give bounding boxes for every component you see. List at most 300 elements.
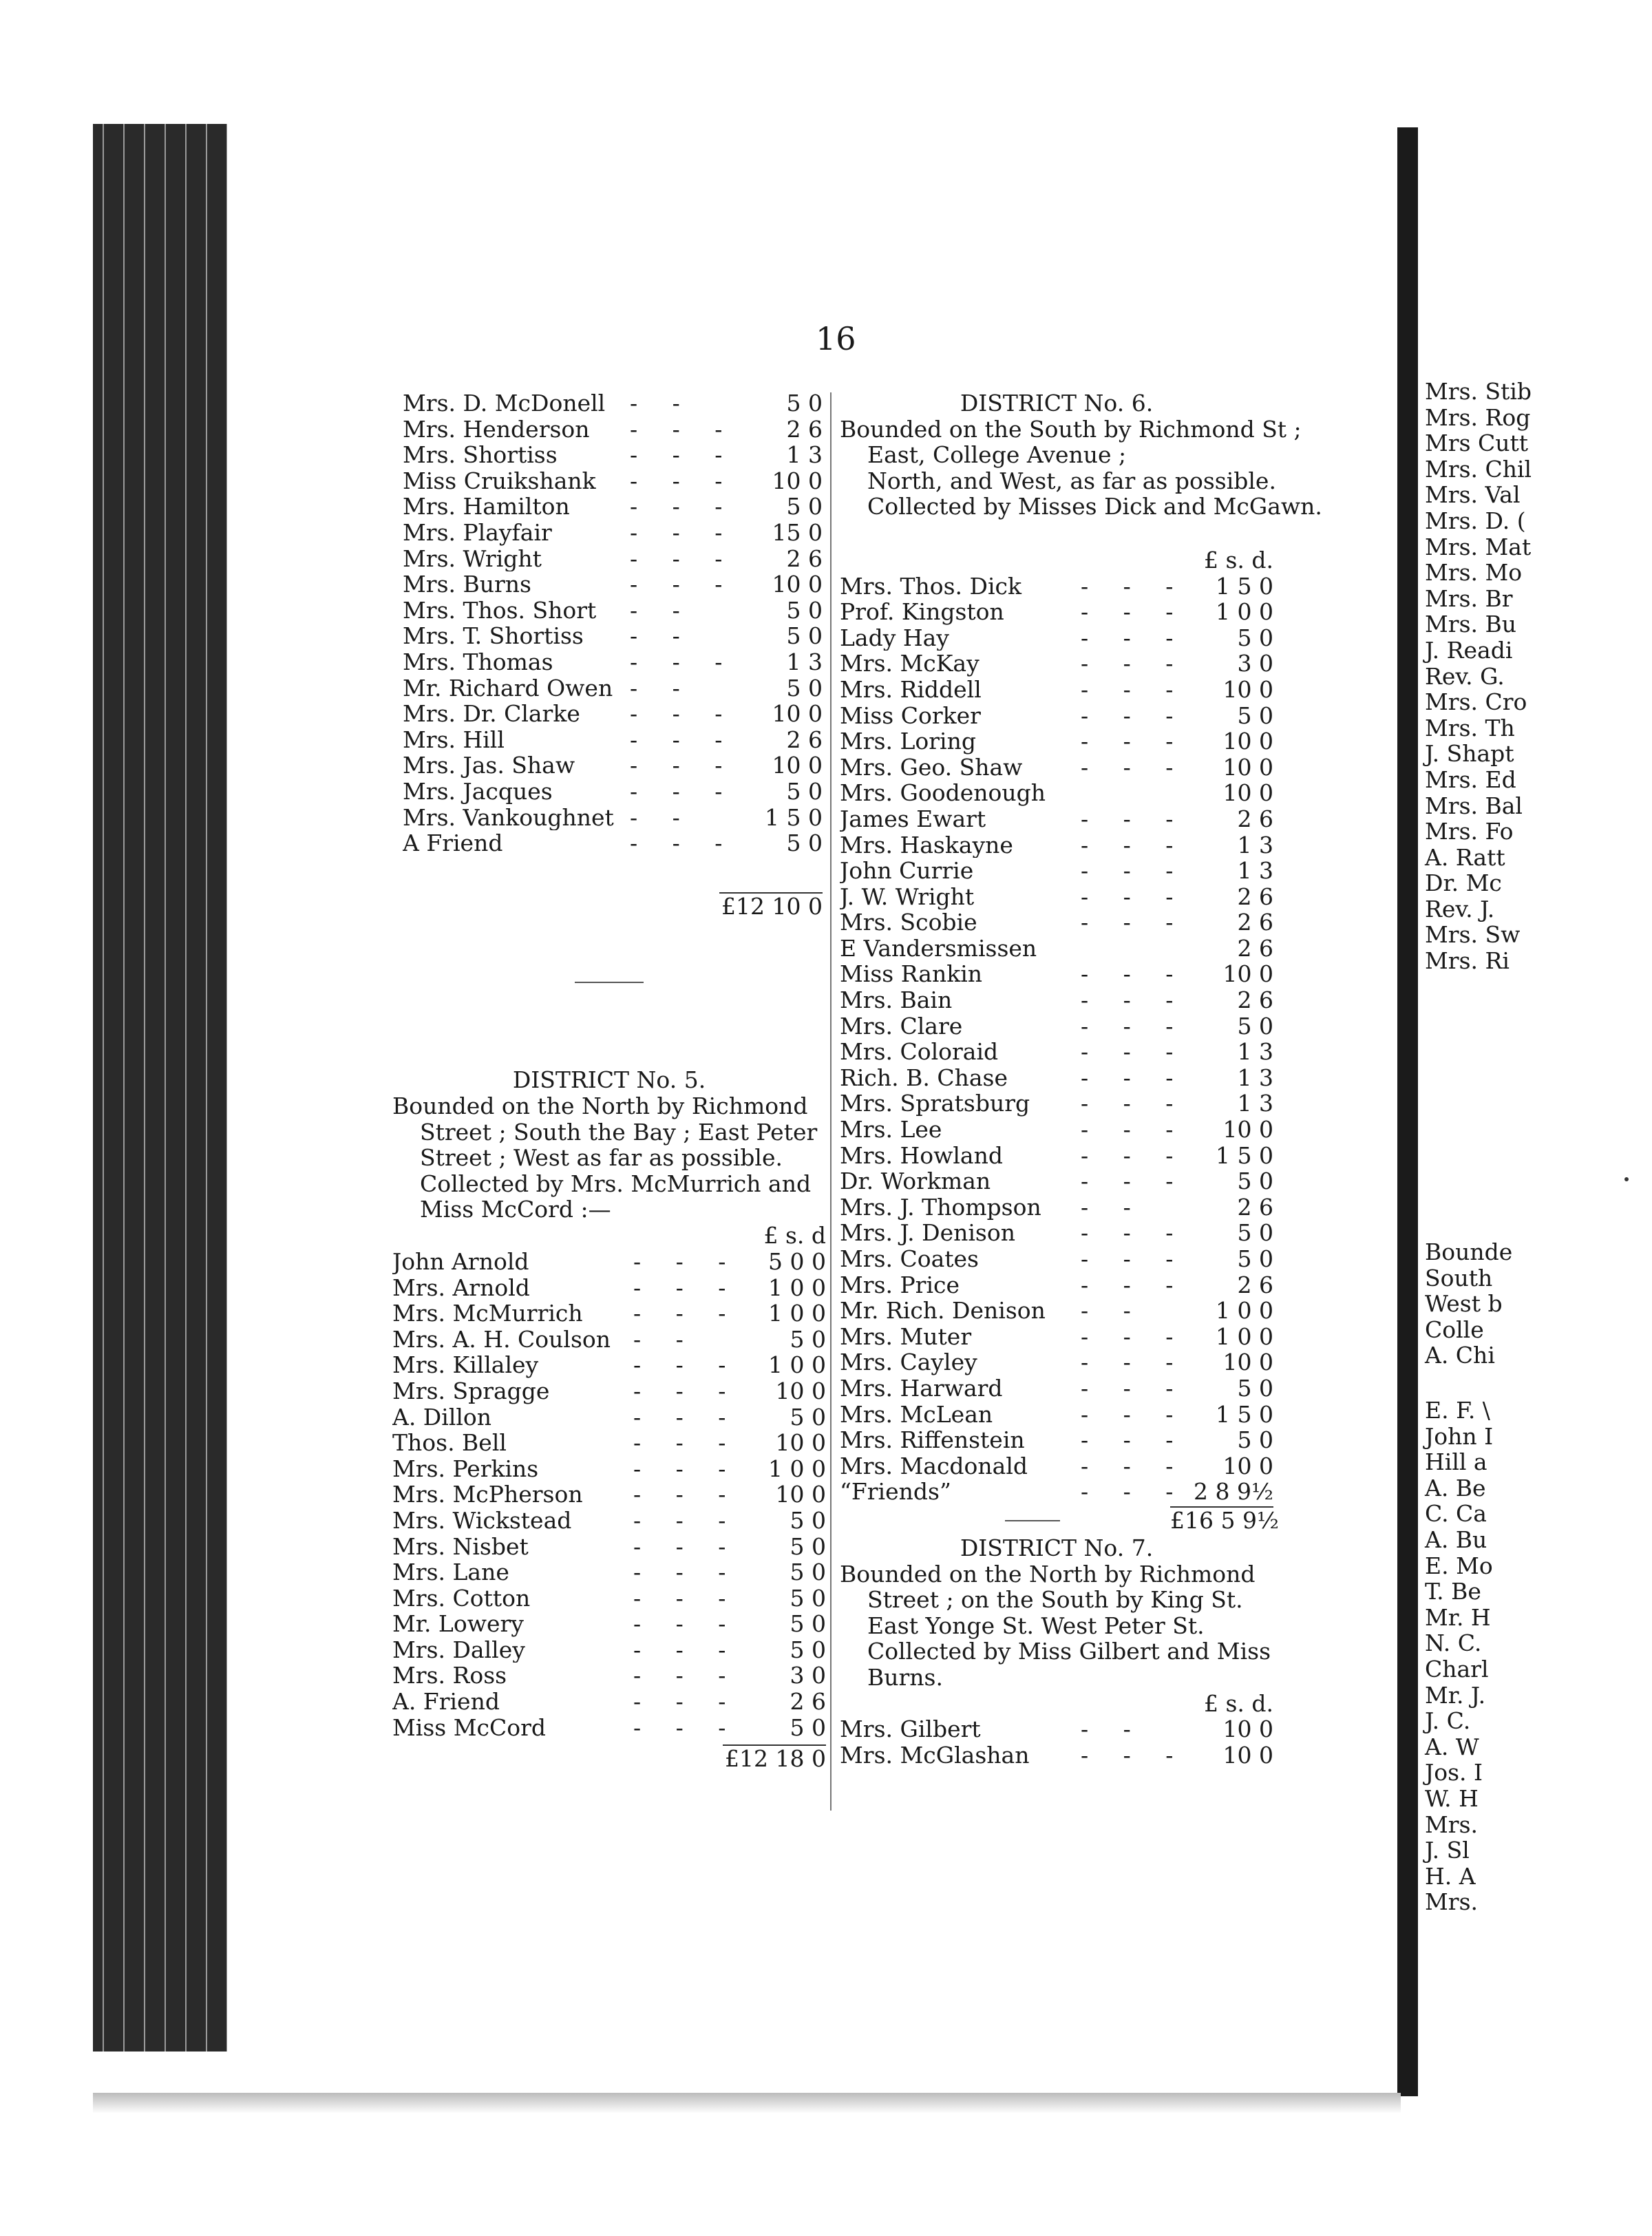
district-7-row xyxy=(840,1716,1273,1742)
next-page-list-bottom xyxy=(1425,1398,1493,1915)
next-page-line: J. Readi xyxy=(1425,636,1513,664)
district-6-row xyxy=(840,1039,1273,1065)
district-6-amount: 2 6 xyxy=(1237,1193,1273,1221)
district-5-dashes: - - - xyxy=(633,1532,740,1560)
district-5-amount: 5 0 xyxy=(790,1403,826,1431)
col1-dashes: - - xyxy=(630,596,694,624)
next-page-line: Mrs. Ed xyxy=(1425,766,1516,793)
district-6-amount: 5 0 xyxy=(1237,1426,1273,1454)
district-7-amount: 10 0 xyxy=(1222,1741,1273,1769)
page-shadow xyxy=(93,2093,1401,2113)
col1-amount: 5 0 xyxy=(786,390,823,416)
district-5-row xyxy=(392,1559,826,1585)
col1-amount: 10 0 xyxy=(772,752,823,779)
next-page-line: E. Mo xyxy=(1425,1552,1493,1579)
district-5-dashes: - - - xyxy=(633,1429,740,1457)
district-5-dashes: - - xyxy=(633,1325,697,1353)
col1-amount: 5 0 xyxy=(786,674,823,702)
col1-dashes: - - - xyxy=(630,441,737,469)
district-6-name: Rich. B. Chase xyxy=(840,1064,1008,1091)
district-5-name: Mrs. McPherson xyxy=(392,1481,583,1508)
district-7-header: £ s. d. xyxy=(1203,1689,1273,1717)
district-6-row xyxy=(840,1324,1273,1350)
col1-row xyxy=(403,546,823,572)
col1-row xyxy=(403,468,823,494)
district-6-row xyxy=(840,1194,1273,1221)
col1-row xyxy=(403,675,823,702)
district-6-row xyxy=(840,728,1273,755)
district-7-dashes: - - xyxy=(1081,1716,1145,1743)
district-6-name: James Ewart xyxy=(840,805,986,832)
col1-row xyxy=(403,727,823,753)
district-6-name: “Friends” xyxy=(840,1479,951,1505)
district-5-amount: 5 0 0 xyxy=(768,1247,826,1275)
col1-row xyxy=(403,442,823,468)
district-6-amount: 2 6 xyxy=(1237,934,1273,962)
district-5-amount: 3 0 xyxy=(790,1662,826,1689)
district-6-name: Miss Corker xyxy=(840,702,981,729)
district-5-row xyxy=(392,1249,826,1275)
district-5-amount: 2 6 xyxy=(790,1688,826,1716)
col1-name: Mrs. D. McDonell xyxy=(403,390,606,416)
district-6-desc-line: Bounded on the South by Richmond St ; xyxy=(840,415,1302,443)
next-page-district-text xyxy=(1425,1239,1512,1369)
next-page-line: J. C. xyxy=(1425,1707,1471,1735)
col1-dashes: - - - xyxy=(630,467,737,494)
next-page-line: Mrs. Fo xyxy=(1425,818,1514,845)
col1-name: Mrs. Jas. Shaw xyxy=(403,752,575,779)
district-6-name: Miss Rankin xyxy=(840,961,983,988)
district-6-row xyxy=(840,625,1273,651)
district-6-amount: 1 3 xyxy=(1237,857,1273,885)
district-6-amount: 1 0 0 xyxy=(1216,598,1273,626)
col1-name: Mrs. Henderson xyxy=(403,416,590,443)
district-6-row xyxy=(840,858,1273,884)
district-6-dashes: - - - xyxy=(1081,883,1187,910)
district-6-amount: 1 5 0 xyxy=(1216,1141,1273,1169)
col1-dashes: - - - xyxy=(630,545,737,572)
district-6-dashes: - - - xyxy=(1081,831,1187,858)
district-6-amount: 1 3 xyxy=(1237,1064,1273,1091)
district-5-name: Mrs. Wickstead xyxy=(392,1507,572,1534)
district-5-dashes: - - - xyxy=(633,1247,740,1275)
district-6-row xyxy=(840,755,1273,781)
district-6-dashes: - - - xyxy=(1081,1245,1187,1272)
district-6-amount: 10 0 xyxy=(1222,728,1273,755)
district-6-desc-line: Collected by Misses Dick and McGawn. xyxy=(867,493,1322,520)
district-5-name: Mrs. McMurrich xyxy=(392,1300,583,1327)
district-5-amount: 5 0 xyxy=(790,1532,826,1560)
ink-dot xyxy=(1624,1177,1629,1181)
district-6-dashes: - - - xyxy=(1081,1400,1187,1428)
district-5-dashes: - - - xyxy=(633,1662,740,1689)
district-6-name: Mrs. Harward xyxy=(840,1375,1003,1402)
district-5-name: Mrs. A. H. Coulson xyxy=(392,1326,611,1353)
district-5-row xyxy=(392,1404,826,1431)
district-5-name: A. Dillon xyxy=(392,1404,492,1431)
district-5-row xyxy=(392,1663,826,1689)
district-6-row xyxy=(840,573,1273,600)
district-5-row xyxy=(392,1275,826,1301)
district-6-row xyxy=(840,1453,1273,1479)
district-6-header: £ s. d. xyxy=(1203,546,1273,573)
col1-name: Mrs. Thomas xyxy=(403,648,553,675)
district-6-name: Mrs. J. Denison xyxy=(840,1220,1015,1246)
district-6-amount: 2 6 xyxy=(1237,883,1273,910)
col1-amount: 5 0 xyxy=(786,622,823,650)
district-6-name: Dr. Workman xyxy=(840,1168,991,1194)
next-page-line: Dr. Mc xyxy=(1425,869,1502,897)
district-7-description xyxy=(840,1561,1273,1691)
col1-name: Mrs. Dr. Clarke xyxy=(403,701,580,727)
district-5-name: Mr. Lowery xyxy=(392,1611,524,1637)
col1-name: Mrs. Burns xyxy=(403,571,531,598)
district-6-amount: 1 3 xyxy=(1237,1090,1273,1117)
next-page-line: Mrs. Ri xyxy=(1425,947,1510,975)
column-left-continued xyxy=(403,390,823,856)
col1-total: £12 10 0 xyxy=(721,893,823,920)
district-7-row xyxy=(840,1742,1273,1769)
section-divider xyxy=(575,982,644,983)
district-5-name: Mrs. Arnold xyxy=(392,1274,530,1301)
next-page-list-top xyxy=(1425,379,1532,974)
district-6-dashes: - - - xyxy=(1081,1012,1187,1040)
next-page-line: Mrs. Cro xyxy=(1425,688,1527,716)
district-7-desc-line: Collected by Miss Gilbert and Miss xyxy=(867,1638,1271,1665)
district-6-row xyxy=(840,1272,1273,1298)
district-6-amount: 5 0 xyxy=(1237,1245,1273,1272)
next-page-line: A. Be xyxy=(1425,1474,1486,1501)
district-5-list xyxy=(392,1249,826,1740)
page-number: 16 xyxy=(816,320,856,357)
district-5-row xyxy=(392,1689,826,1715)
district-6-dashes: - - - xyxy=(1081,1478,1187,1506)
district-5-name: Mrs. Perkins xyxy=(392,1455,539,1482)
next-page-line: Mrs. Val xyxy=(1425,481,1521,509)
district-6-row xyxy=(840,703,1273,729)
district-6-row xyxy=(840,936,1273,962)
district-6-amount: 1 3 xyxy=(1237,831,1273,858)
district-6-dashes: - - - xyxy=(1081,987,1187,1014)
col1-dashes: - - xyxy=(630,674,694,702)
district-7-name: Mrs. Gilbert xyxy=(840,1716,981,1742)
district-6-row xyxy=(840,1246,1273,1272)
district-5-row xyxy=(392,1534,826,1560)
col1-name: Mrs. Jacques xyxy=(403,778,553,805)
district-6-description xyxy=(840,415,1322,520)
district-6-name: Mrs. Macdonald xyxy=(840,1453,1028,1479)
next-page-line: Mrs. Stib xyxy=(1425,378,1532,405)
district-6-amount: 1 0 0 xyxy=(1216,1322,1273,1350)
district-6-name: Mrs. Price xyxy=(840,1272,960,1298)
district-5-amount: 5 0 xyxy=(790,1636,826,1663)
district-5-desc-line: Street ; West as far as possible. xyxy=(420,1144,783,1172)
district-6-dashes: - - - xyxy=(1081,1038,1187,1066)
district-6-dashes: - - - xyxy=(1081,675,1187,703)
district-7-list xyxy=(840,1716,1273,1768)
district-6-dashes: - - - xyxy=(1081,1452,1187,1479)
district-5-total: £12 18 0 xyxy=(725,1745,826,1773)
district-6-amount: 2 6 xyxy=(1237,1271,1273,1298)
district-6-amount: 5 0 xyxy=(1237,1374,1273,1402)
district-6-dashes: - - - xyxy=(1081,1219,1187,1247)
district-6-amount: 5 0 xyxy=(1237,624,1273,651)
district-6-dashes: - - - xyxy=(1081,805,1187,832)
next-page-line: Mrs. Mo xyxy=(1425,559,1523,587)
district-5-dashes: - - - xyxy=(633,1584,740,1612)
district-6-row xyxy=(840,1349,1273,1375)
district-5-row xyxy=(392,1611,826,1637)
district-6-amount: 3 0 xyxy=(1237,650,1273,677)
next-page-line: A. Chi xyxy=(1425,1342,1495,1369)
district-6-dashes: - - - xyxy=(1081,728,1187,755)
district-6-row xyxy=(840,987,1273,1013)
col1-amount: 2 6 xyxy=(786,726,823,753)
col1-amount: 2 6 xyxy=(786,545,823,572)
district-5-name: Mrs. Lane xyxy=(392,1559,509,1585)
district-6-dashes: - - - xyxy=(1081,1090,1187,1117)
district-6-dashes: - - - xyxy=(1081,572,1187,600)
district-6-amount: 1 5 0 xyxy=(1216,572,1273,600)
district-5-name: Thos. Bell xyxy=(392,1430,507,1456)
col1-dashes: - - - xyxy=(630,415,737,443)
district-6-dashes: - - - xyxy=(1081,1349,1187,1376)
col1-row xyxy=(403,598,823,624)
next-page-line: Mrs. Sw xyxy=(1425,921,1521,949)
district-5-row xyxy=(392,1456,826,1482)
district-6-row xyxy=(840,1427,1273,1453)
col1-name: Mr. Richard Owen xyxy=(403,675,613,702)
district-6-name: Mrs. Coates xyxy=(840,1246,979,1272)
district-5-name: John Arnold xyxy=(392,1248,529,1275)
district-6-dashes: - - xyxy=(1081,1297,1145,1325)
col1-dashes: - - - xyxy=(630,648,737,675)
district-7-desc-line: East Yonge St. West Peter St. xyxy=(867,1612,1205,1639)
next-page-line: Mrs. Rog xyxy=(1425,403,1531,431)
col1-row xyxy=(403,701,823,727)
col1-row xyxy=(403,571,823,598)
col1-amount: 2 6 xyxy=(786,415,823,443)
district-6-title: DISTRICT No. 6. xyxy=(960,390,1154,416)
district-6-name: J. W. Wright xyxy=(840,883,975,910)
district-6-row xyxy=(840,1168,1273,1194)
district-5-dashes: - - - xyxy=(633,1274,740,1301)
col1-dashes: - - - xyxy=(630,571,737,598)
district-6-desc-line: North, and West, as far as possible. xyxy=(867,467,1276,494)
col1-dashes: - - xyxy=(630,390,694,416)
district-5-dashes: - - - xyxy=(633,1481,740,1508)
district-6-name: Mrs. Riddell xyxy=(840,676,982,703)
district-5-amount: 1 0 0 xyxy=(768,1455,826,1482)
district-6-row xyxy=(840,677,1273,703)
district-6-row xyxy=(840,961,1273,987)
district-6-name: E Vandersmissen xyxy=(840,935,1037,962)
district-6-amount: 2 6 xyxy=(1237,805,1273,832)
next-page-line: Mr. J. xyxy=(1425,1681,1486,1709)
district-6-dashes: - - - xyxy=(1081,1141,1187,1169)
district-6-amount: 10 0 xyxy=(1222,753,1273,781)
next-page-line: Jos. I xyxy=(1425,1759,1483,1786)
next-page-line: N. C. xyxy=(1425,1629,1482,1657)
district-5-desc-line: Bounded on the North by Richmond xyxy=(392,1093,808,1119)
district-6-name: Mrs. Thos. Dick xyxy=(840,573,1022,600)
district-6-row xyxy=(840,884,1273,910)
district-6-row xyxy=(840,909,1273,936)
district-5-description xyxy=(392,1093,826,1223)
col1-row xyxy=(403,623,823,649)
col1-amount: 5 0 xyxy=(786,493,823,520)
next-page-line: Mrs. xyxy=(1425,1811,1478,1838)
col1-amount: 5 0 xyxy=(786,777,823,805)
district-6-dashes: - - - xyxy=(1081,624,1187,651)
background-left xyxy=(0,0,93,2236)
district-7-desc-line: Street ; on the South by King St. xyxy=(867,1586,1243,1614)
col1-row xyxy=(403,494,823,520)
district-5-dashes: - - - xyxy=(633,1559,740,1586)
col1-amount: 1 3 xyxy=(786,441,823,469)
district-6 xyxy=(840,390,1322,1769)
district-5-dashes: - - - xyxy=(633,1506,740,1534)
next-page-line: Mrs. D. ( xyxy=(1425,507,1526,534)
col1-name: Mrs. Hamilton xyxy=(403,494,570,520)
district-6-dashes: - - - xyxy=(1081,1426,1187,1454)
district-5-name: Mrs. Nisbet xyxy=(392,1533,529,1560)
district-7-amount: 10 0 xyxy=(1222,1716,1273,1743)
district-6-name: Mrs. Bain xyxy=(840,987,953,1013)
col1-row xyxy=(403,830,823,856)
next-page-line: J. Sl xyxy=(1425,1837,1470,1864)
next-page-line: Mrs. Bal xyxy=(1425,792,1523,819)
district-6-amount: 2 6 xyxy=(1237,987,1273,1014)
next-page-line: J. Shapt xyxy=(1425,740,1514,768)
col1-dashes: - - xyxy=(630,622,694,650)
next-page-line: Rev. J. xyxy=(1425,895,1495,922)
district-6-amount: 1 5 0 xyxy=(1216,1400,1273,1428)
district-6-amount: 2 6 xyxy=(1237,909,1273,936)
district-6-name: Mrs. Muter xyxy=(840,1323,972,1350)
district-6-desc-line: East, College Avenue ; xyxy=(867,441,1127,469)
district-6-row xyxy=(840,806,1273,832)
col1-total-block xyxy=(403,892,823,922)
district-6-amount: 10 0 xyxy=(1222,960,1273,988)
district-5-amount: 1 0 0 xyxy=(768,1300,826,1327)
district-6-row xyxy=(840,1479,1273,1505)
district-5-row xyxy=(392,1300,826,1327)
district-6-row xyxy=(840,1065,1273,1091)
district-6-dashes: - - - xyxy=(1081,702,1187,729)
col1-dashes: - - - xyxy=(630,726,737,753)
next-page-line: Mrs. Br xyxy=(1425,584,1513,612)
col1-dashes: - - - xyxy=(630,493,737,520)
district-6-row xyxy=(840,1013,1273,1040)
district-6-dashes: - - - xyxy=(1081,1168,1187,1195)
district-6-name: Mrs. Lee xyxy=(840,1117,942,1143)
district-6-dashes: - - - xyxy=(1081,960,1187,988)
district-5-dashes: - - - xyxy=(633,1713,740,1741)
district-6-dashes: - - - xyxy=(1081,857,1187,885)
next-page-line: Mrs. Chil xyxy=(1425,455,1532,483)
col1-name: Mrs. T. Shortiss xyxy=(403,623,584,649)
col1-name: Mrs. Vankoughnet xyxy=(403,804,614,831)
col1-row xyxy=(403,779,823,805)
district-5-desc-line: Miss McCord :— xyxy=(420,1196,611,1223)
district-6-name: Mrs. Loring xyxy=(840,728,976,755)
district-6-name: Lady Hay xyxy=(840,624,949,651)
district-6-amount: 5 0 xyxy=(1237,1219,1273,1247)
district-6-amount: 5 0 xyxy=(1237,702,1273,729)
district-6-row xyxy=(840,832,1273,858)
book-gutter xyxy=(1397,127,1418,2096)
district-5-name: Mrs. Ross xyxy=(392,1663,507,1689)
district-6-row xyxy=(840,1375,1273,1402)
col1-name: Mrs. Playfair xyxy=(403,519,552,546)
next-page-line: Mrs. Bu xyxy=(1425,611,1516,638)
district-5-row xyxy=(392,1352,826,1378)
district-5-amount: 1 0 0 xyxy=(768,1351,826,1379)
district-6-name: Mrs. Scobie xyxy=(840,909,977,936)
district-6-row xyxy=(840,1117,1273,1143)
district-5-row xyxy=(392,1430,826,1456)
district-6-row xyxy=(840,599,1273,625)
district-6-name: Mrs. Howland xyxy=(840,1142,1003,1169)
district-7-name: Mrs. McGlashan xyxy=(840,1742,1030,1769)
district-7-desc-line: Burns. xyxy=(867,1663,943,1691)
district-5-dashes: - - - xyxy=(633,1351,740,1379)
district-6-amount: 10 0 xyxy=(1222,1452,1273,1479)
next-page-line: Mr. H xyxy=(1425,1603,1491,1631)
col1-name: Miss Cruikshank xyxy=(403,467,596,494)
district-6-name: Mrs. Spratsburg xyxy=(840,1090,1030,1117)
district-5-dashes: - - - xyxy=(633,1636,740,1663)
next-page-line: Mrs. Mat xyxy=(1425,533,1532,560)
district-5-amount: 5 0 xyxy=(790,1325,826,1353)
district-5-row xyxy=(392,1481,826,1508)
district-6-amount: 2 8 9½ xyxy=(1194,1478,1273,1506)
district-6-amount: 10 0 xyxy=(1222,1116,1273,1143)
district-6-row xyxy=(840,1143,1273,1169)
district-5-row xyxy=(392,1378,826,1404)
district-6-row xyxy=(840,1402,1273,1428)
district-5-amount: 5 0 xyxy=(790,1559,826,1586)
district-6-name: Mrs. Goodenough xyxy=(840,780,1046,806)
col1-name: Mrs. Shortiss xyxy=(403,442,558,468)
col1-name: A Friend xyxy=(403,830,503,856)
col1-dashes: - - - xyxy=(630,777,737,805)
col1-amount: 10 0 xyxy=(772,467,823,494)
district-5-title: DISTRICT No. 5. xyxy=(512,1066,706,1093)
col1-row xyxy=(403,752,823,779)
next-page-line: Hill a xyxy=(1425,1448,1487,1476)
district-5-dashes: - - - xyxy=(633,1300,740,1327)
district-6-dashes: - - - xyxy=(1081,1322,1187,1350)
next-page-line: A. Ratt xyxy=(1425,843,1505,871)
district-7-dashes: - - - xyxy=(1081,1741,1187,1769)
col1-row xyxy=(403,390,823,416)
col1-row xyxy=(403,520,823,546)
district-6-row xyxy=(840,1090,1273,1117)
district-5-amount: 10 0 xyxy=(775,1429,826,1457)
district-6-row xyxy=(840,651,1273,677)
district-6-row xyxy=(840,1220,1273,1246)
col1-amount: 1 3 xyxy=(786,648,823,675)
district-5-row xyxy=(392,1327,826,1353)
col1-amount: 10 0 xyxy=(772,700,823,728)
district-6-amount: 10 0 xyxy=(1222,1349,1273,1376)
next-page-line: John I xyxy=(1425,1422,1494,1450)
district-6-name: Mrs. McLean xyxy=(840,1401,993,1428)
district-6-dashes: - - - xyxy=(1081,1064,1187,1091)
district-5-dashes: - - - xyxy=(633,1377,740,1404)
